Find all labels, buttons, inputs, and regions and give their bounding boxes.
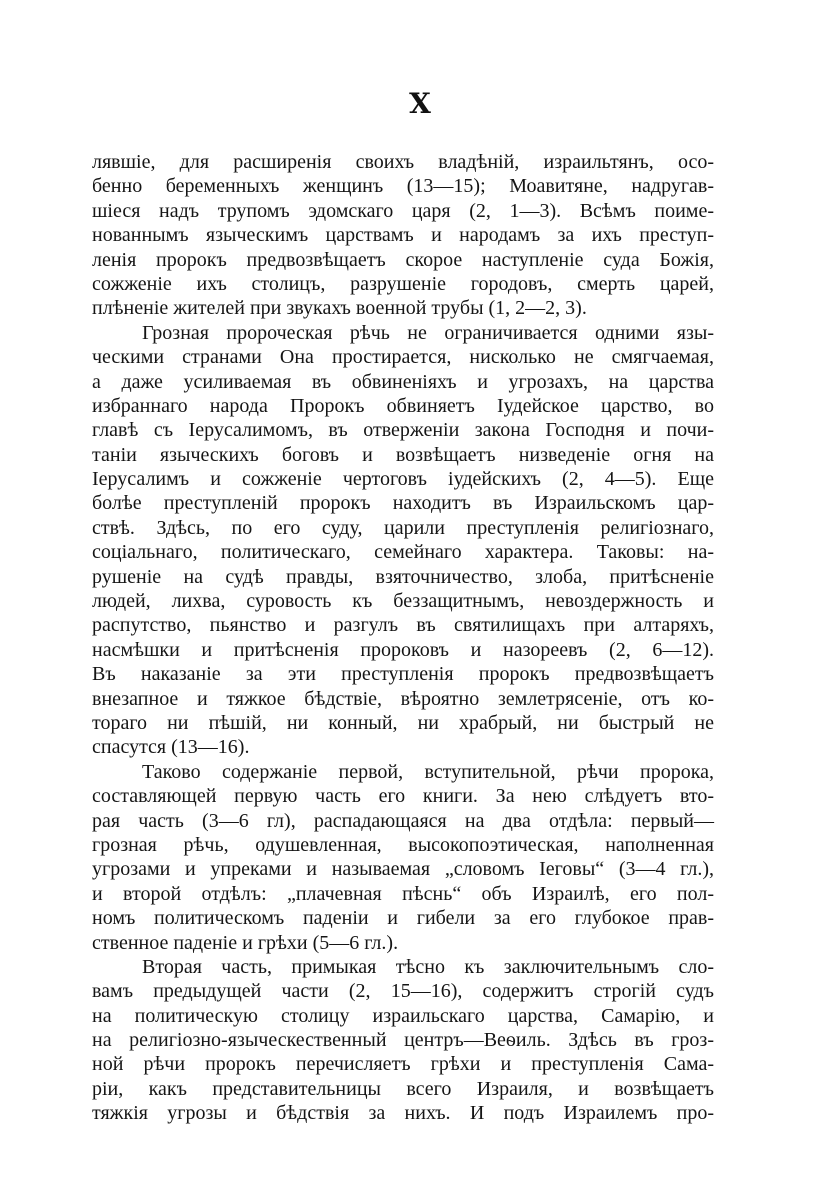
text-line: Въ наказаніе за эти преступленія пророкъ предвозвѣщаетъ <box>92 663 714 686</box>
text-line: вамъ предыдущей части (2, 15—16), содержитъ строгій судъ <box>92 980 714 1003</box>
text-line: распутство, пьянство и разгулъ въ святилищахъ при алтаряхъ, <box>92 614 714 637</box>
text-line: бенно беременныхъ женщинъ (13—15); Моавитяне, надругав- <box>92 175 714 198</box>
text-line: лявшіе, для расширенія своихъ владѣній, израильтянъ, осо- <box>92 151 714 173</box>
text-line: плѣненіе жителей при звукахъ военной трубы (1, 2—2, 3). <box>92 297 587 320</box>
text-line: ствѣ. Здѣсь, по его суду, царили преступленія религіознаго, <box>92 516 714 539</box>
text-line: сожженіе ихъ столицъ, разрушеніе городовъ, смерть царей, <box>92 272 714 295</box>
text-line: соціальнаго, политическаго, семейнаго характера. Таковы: на- <box>92 541 714 564</box>
text-line: насмѣшки и притѣсненія пророковъ и назореевъ (2, 6—12). <box>92 638 714 661</box>
text-line: угрозами и упреками и называемая „словомъ Іеговы“ (3—4 гл.), <box>92 858 714 881</box>
text-line: ственное паденіе и грѣхи (5—6 гл.). <box>92 931 399 954</box>
text-line: и второй отдѣлъ: „плачевная пѣснь“ объ Израилѣ, его пол- <box>92 882 714 905</box>
text-line: рушеніе на судѣ правды, взяточничество, злоба, притѣсненіе <box>92 565 714 588</box>
text-line: таніи языческихъ боговъ и возвѣщаетъ низведеніе огня на <box>92 443 714 466</box>
text-line: составляющей первую часть его книги. За нею слѣдуетъ вто- <box>92 785 714 808</box>
text-line: нованнымъ языческимъ царствамъ и народамъ за ихъ преступ- <box>92 224 714 247</box>
text-line: болѣе преступленій пророкъ находитъ въ Израильскомъ цар- <box>92 492 714 515</box>
text-line: внезапное и тяжкое бѣдствіе, вѣроятно землетрясеніе, отъ ко- <box>92 687 714 710</box>
text-line: а даже усиливаемая въ обвиненіяхъ и угрозахъ, на царства <box>92 370 714 393</box>
text-line: ріи, какъ представительницы всего Израиля, и возвѣщаетъ <box>92 1077 714 1100</box>
paragraph-first-line: Таково содержаніе первой, вступительной, рѣчи пророка, <box>142 760 714 783</box>
text-line: ческими странами Она простирается, нисколько не смягчаемая, <box>92 346 714 369</box>
text-line: тяжкія угрозы и бѣдствія за нихъ. И подъ Израилемъ про- <box>92 1102 714 1125</box>
text-line: главѣ съ Іерусалимомъ, въ отверженіи закона Господня и почи- <box>92 419 714 442</box>
text-line: Іерусалимъ и сожженіе чертоговъ іудейскихъ (2, 4—5). Еще <box>92 468 714 491</box>
body-text <box>92 150 714 1126</box>
text-line: грозная рѣчь, одушевленная, высокопоэтическая, наполненная <box>92 833 714 856</box>
text-line: номъ политическомъ паденіи и гибели за его глубокое прав- <box>92 907 714 930</box>
paragraph-first-line: Грозная пророческая рѣчь не ограничивается одними язы- <box>142 321 714 344</box>
text-line: людей, лихва, суровость къ беззащитнымъ, невоздержность и <box>92 590 714 613</box>
text-line: избраннаго народа Пророкъ обвиняетъ Іудейское царство, во <box>92 394 714 417</box>
text-line: на религіозно-языческественный центръ—Веѳиль. Здѣсь въ грoз- <box>92 1029 714 1052</box>
text-line: ленія пророкъ предвозвѣщаетъ скорое наступленіе суда Божія, <box>92 248 714 271</box>
text-line: шіеся надъ трупомъ эдомскаго царя (2, 1—3). Всѣмъ поиме- <box>92 199 714 222</box>
text-line: тораго ни пѣшій, ни конный, ни храбрый, ни быстрый не <box>92 711 714 734</box>
text-line: на политическую столицу израильскаго царства, Самарію, и <box>92 1004 714 1027</box>
text-line: рая часть (3—6 гл), распадающаяся на два отдѣла: первый— <box>92 809 714 832</box>
text-line: ной рѣчи пророкъ перечисляетъ грѣхи и преступленія Сама- <box>92 1053 714 1076</box>
paragraph-first-line: Вторая часть, примыкая тѣсно къ заключительнымъ сло- <box>142 955 714 978</box>
page-number: X <box>409 87 431 120</box>
text-line: спасутся (13—16). <box>92 736 250 759</box>
